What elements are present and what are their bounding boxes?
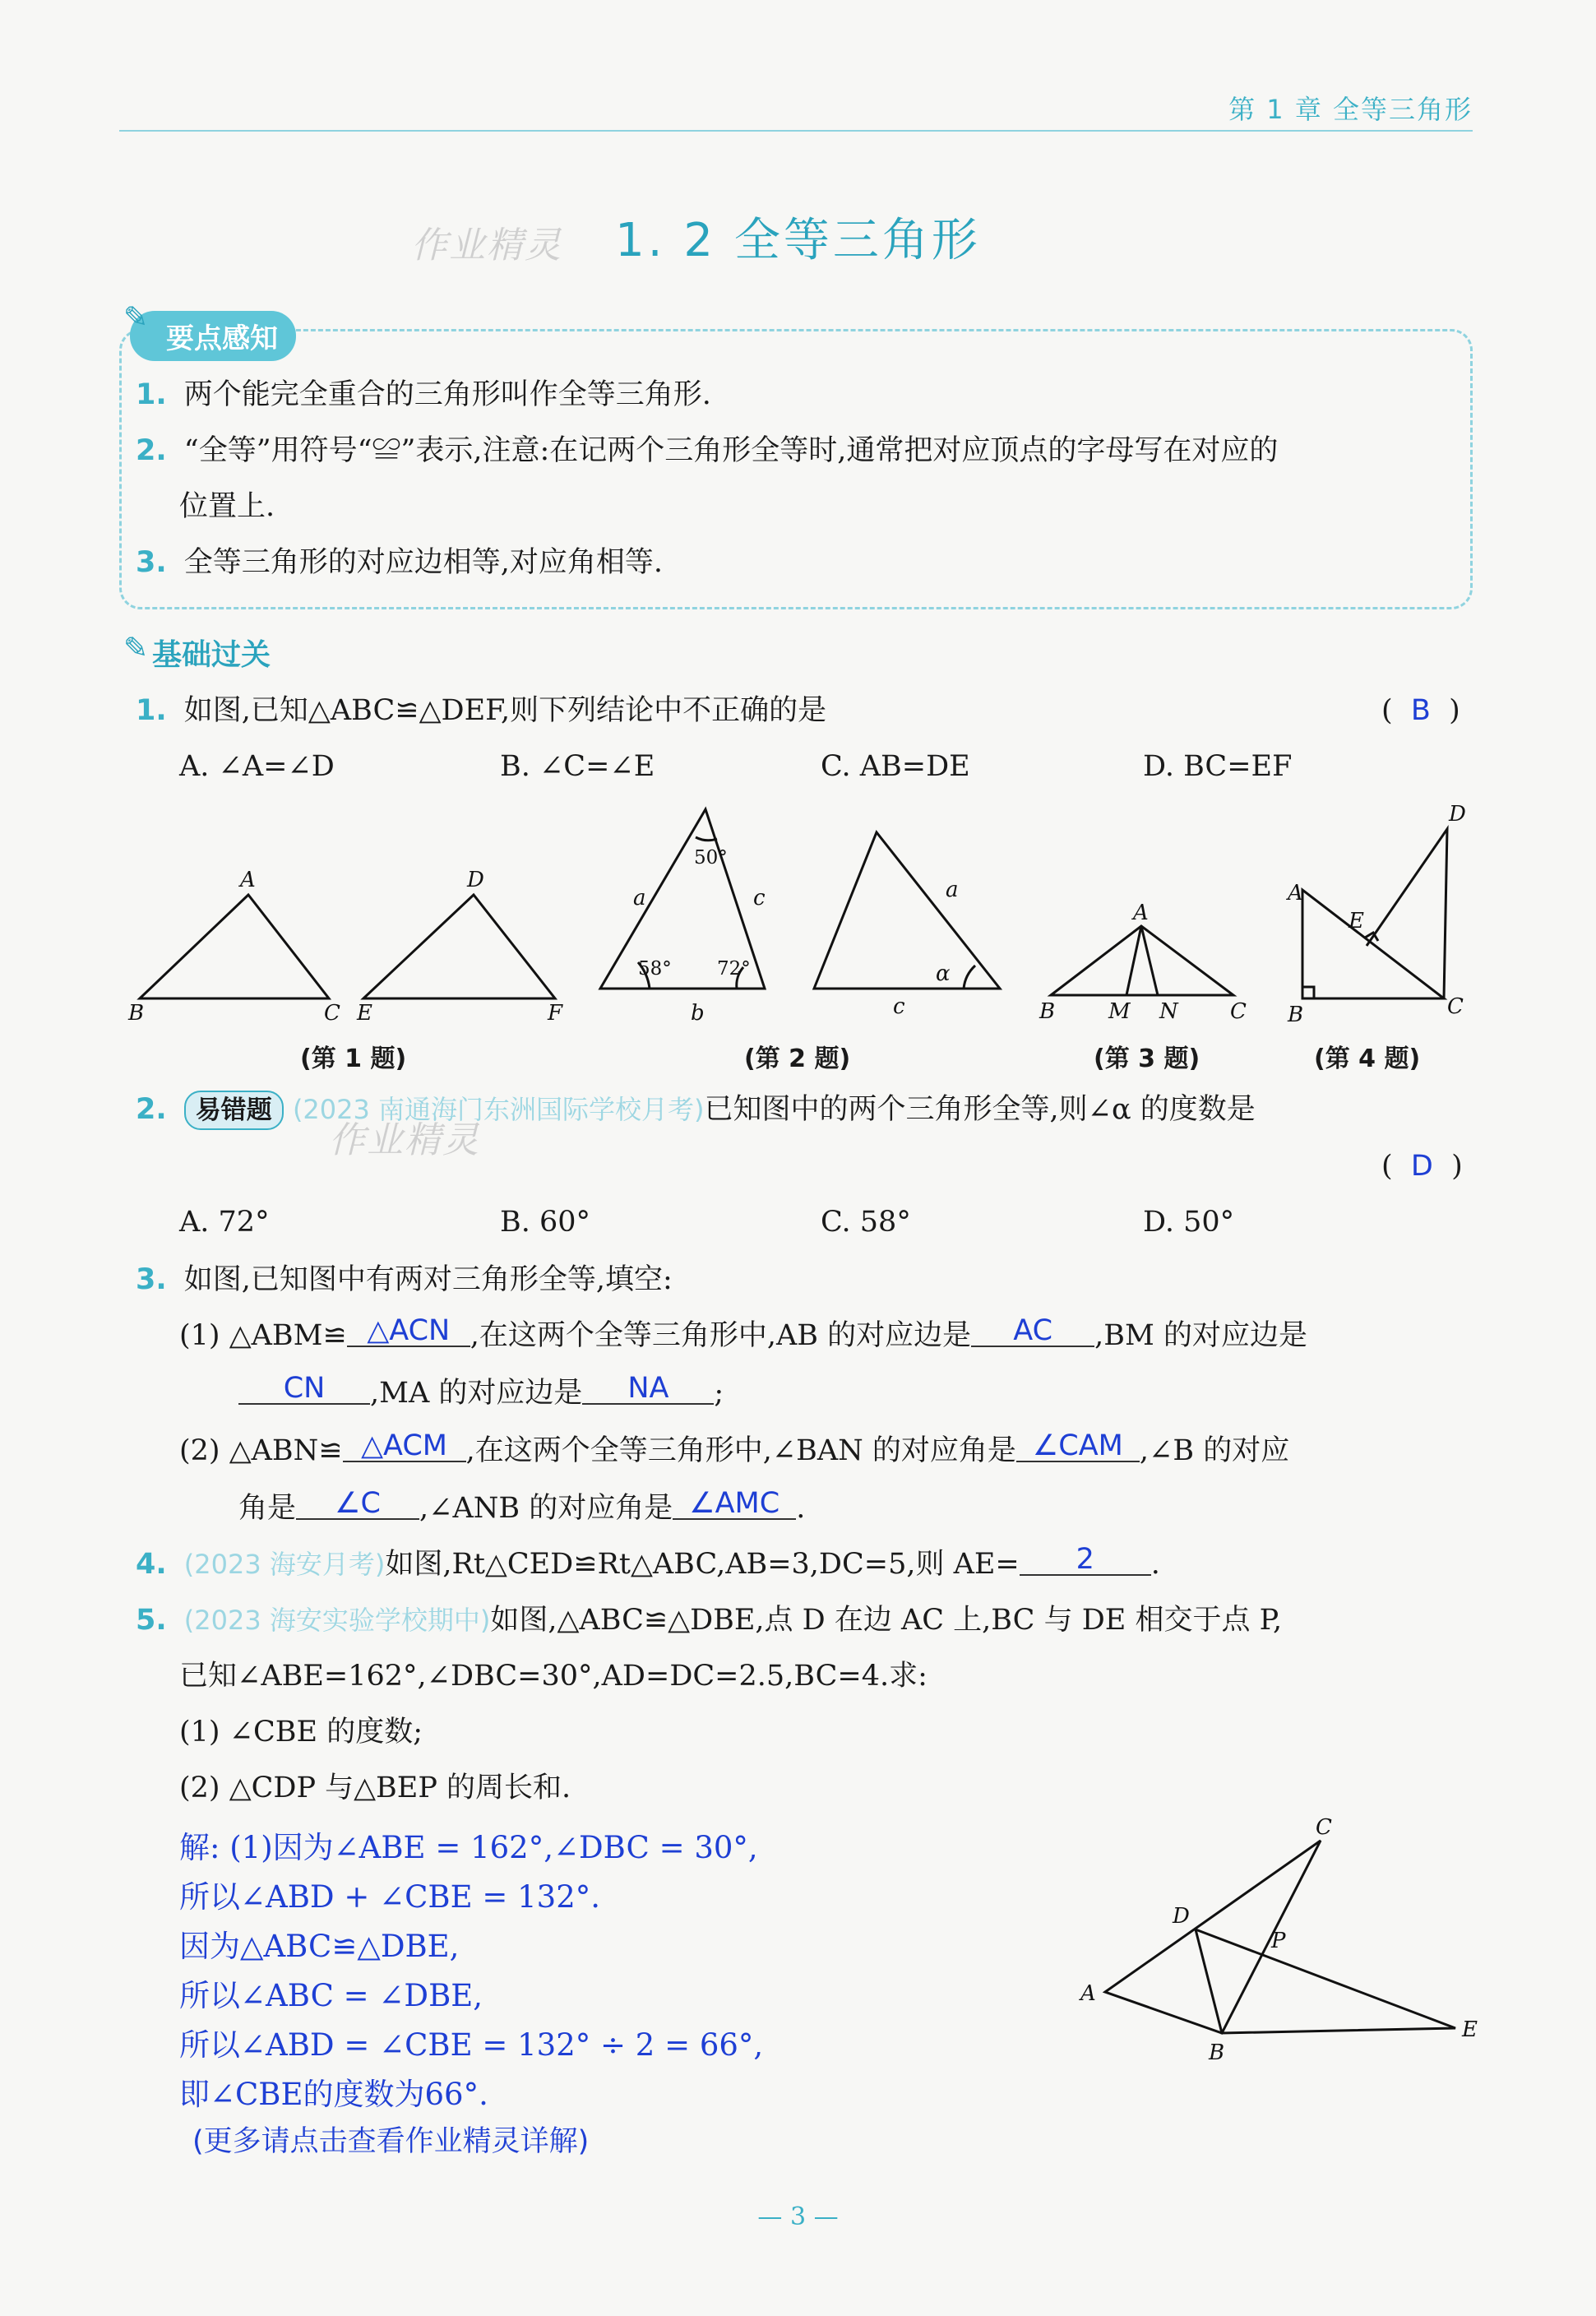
watermark: 作业精灵 [411,225,562,266]
solution-line-4: 所以∠ABC = ∠DBE, [179,1978,483,2013]
error-prone-badge: 易错题 [184,1091,284,1130]
q4-source: (2023 海安月考) [183,1549,386,1580]
q1-option-b: B. ∠C=∠E [500,750,655,783]
q5-source: (2023 海安实验学校期中) [183,1605,491,1636]
header-divider [119,130,1473,132]
f2-label-50: 50° [694,847,728,868]
f5-label-c: C [1316,1815,1332,1840]
f1-label-e: E [357,1001,372,1026]
f1-label-c: C [324,1001,340,1026]
caption-fig2: (第 2 题) [744,1045,851,1073]
q2-option-b: B. 60° [500,1206,591,1239]
caption-fig1: (第 1 题) [300,1045,407,1073]
caption-fig3: (第 3 题) [1094,1045,1200,1073]
f3-label-c: C [1230,999,1247,1024]
pin-icon: ✎ [123,301,149,335]
f2-label-c: c [753,886,766,910]
f3-label-b: B [1039,999,1056,1024]
q2-answer: ( D ) [1381,1150,1463,1183]
figure-5 [1069,1809,1497,2081]
f1-label-d: D [467,868,484,892]
figure-3 [1051,926,1233,995]
f5-label-e: E [1462,2017,1478,2042]
q3-part2-line2: 角是 ∠C ,∠ANB 的对应角是 ∠AMC . [238,1487,806,1525]
q3-part2-line1: (2) △ABN≌ △ACM ,在这两个全等三角形中,∠BAN 的对应角是 ∠CAM ,∠B 的对应 [179,1429,1290,1467]
pencil-icon: ✎ [123,632,149,665]
page-number: — 3 — [757,2203,839,2231]
f5-label-p: P [1271,1929,1286,1953]
f4-label-a: A [1288,881,1303,906]
key-point-1: 1. 两个能完全重合的三角形叫作全等三角形. [136,378,711,411]
f3-label-n: N [1159,999,1178,1024]
solution-line-1: 解: (1)因为∠ABE = 162°,∠DBC = 30°, [179,1830,758,1865]
q1-stem: 1. 如图,已知△ABC≌△DEF,则下列结论中不正确的是 [136,694,827,727]
key-point-2: 2. “全等”用符号“≌”表示,注意:在记两个三角形全等时,通常把对应顶点的字母写在对应的 [136,434,1279,467]
section-label: 基础过关 [152,638,271,672]
f5-label-a: A [1080,1981,1096,2006]
q3-part1-line1: (1) △ABM≌ △ACN ,在这两个全等三角形中,AB 的对应边是 AC ,BM 的对应边是 [179,1314,1307,1352]
q2-source: (2023 南通海门东洲国际学校月考) [292,1094,705,1125]
solution-line-5: 所以∠ABD = ∠CBE = 132° ÷ 2 = 66°, [179,2027,764,2063]
f1-label-b: B [128,1001,145,1026]
q2-option-a: A. 72° [179,1206,270,1239]
q3-stem: 3. 如图,已知图中有两对三角形全等,填空: [136,1263,673,1296]
f3-label-a: A [1133,901,1149,925]
f2-label-c2: c [893,994,905,1019]
f2-label-b: b [691,1001,705,1026]
q5-line1: 5. (2023 海安实验学校期中)如图,△ABC≌△DBE,点 D 在边 AC 上,BC 与 DE 相交于点 P, [136,1604,1283,1637]
key-points-tag: 要点感知 [130,311,296,361]
caption-fig4: (第 4 题) [1314,1045,1421,1073]
q5-sub1: (1) ∠CBE 的度数; [179,1716,423,1749]
f2-label-a2: a [946,878,959,902]
f1-label-f: F [548,1001,563,1026]
figure-1 [140,895,555,998]
q4: 4. (2023 海安月考)如图,Rt△CED≌Rt△ABC,AB=3,DC=5,则 AE= 2 . [136,1543,1160,1581]
q2-stem: 2. 易错题 (2023 南通海门东洲国际学校月考)已知图中的两个三角形全等,则∠α 的度数是 [136,1091,1256,1130]
f2-label-58: 58° [638,958,672,980]
f5-label-d: D [1173,1904,1190,1929]
f5-label-b: B [1209,2040,1225,2065]
f2-label-a: a [633,886,646,910]
figure-4 [1302,829,1447,998]
key-point-3: 3. 全等三角形的对应边相等,对应角相等. [136,546,664,579]
chapter-header: 第 1 章 全等三角形 [1228,94,1473,125]
q3-part1-line2: CN ,MA 的对应边是 NA ; [238,1375,724,1411]
q5-sub2: (2) △CDP 与△BEP 的周长和. [179,1772,571,1804]
f4-label-e: E [1349,909,1364,933]
solution-line-3: 因为△ABC≌△DBE, [179,1929,460,1964]
q1-answer: ( B ) [1381,694,1460,727]
f1-label-a: A [240,868,256,892]
watermark-2: 作业精灵 [329,1119,480,1161]
q1-option-c: C. AB=DE [821,750,970,783]
f3-label-m: M [1108,999,1131,1024]
f4-label-b: B [1288,1003,1304,1027]
f2-label-alpha: α [936,961,951,986]
solution-line-2: 所以∠ABD + ∠CBE = 132°. [179,1879,601,1915]
page-title: 1. 2 全等三角形 [615,214,981,267]
q2-option-c: C. 58° [821,1206,911,1239]
q2-option-d: D. 50° [1143,1206,1235,1239]
f4-label-c: C [1447,994,1464,1019]
f4-label-d: D [1449,802,1466,827]
f2-label-72: 72° [717,958,751,980]
solution-line-6: 即∠CBE的度数为66°. [179,2077,488,2112]
more-details-link[interactable]: (更多请点击查看作业精灵详解) [192,2125,590,2158]
q5-line2: 已知∠ABE=162°,∠DBC=30°,AD=DC=2.5,BC=4.求: [179,1660,928,1693]
q1-option-d: D. BC=EF [1143,750,1293,783]
q1-option-a: A. ∠A=∠D [179,750,335,783]
key-point-2-cont: 位置上. [179,490,275,523]
figures-row [0,798,1596,1045]
